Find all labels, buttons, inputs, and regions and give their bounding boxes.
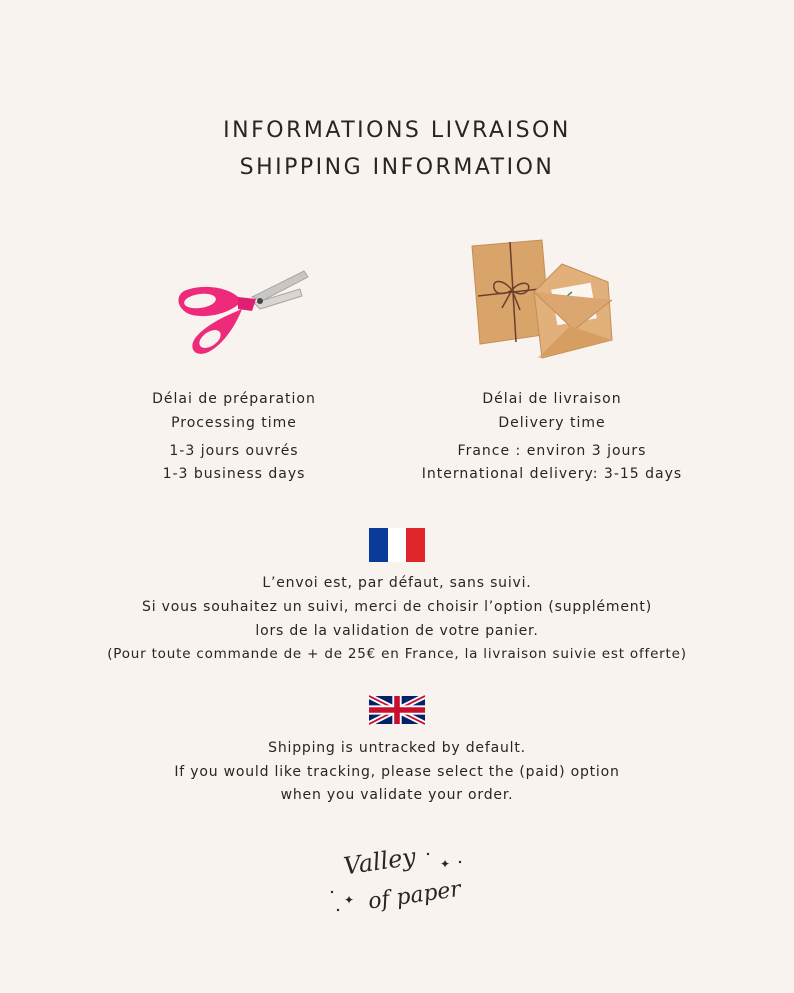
page-title-fr: INFORMATIONS LIVRAISON (223, 118, 571, 143)
processing-value-fr: 1-3 jours ouvrés (169, 443, 299, 459)
scissors-icon (172, 265, 312, 365)
svg-text:Valley: Valley (341, 842, 418, 881)
brand-logo (322, 842, 472, 917)
delivery-value-fr: France : environ 3 jours (457, 443, 647, 459)
fr-line-1: L’envoi est, par défaut, sans suivi. (262, 575, 532, 591)
fr-line-3: lors de la validation de votre panier. (255, 623, 539, 639)
svg-text:✦: ✦ (440, 857, 451, 871)
uk-flag-icon (369, 695, 425, 725)
svg-text:of paper: of paper (366, 876, 463, 915)
fr-line-4: (Pour toute commande de + de 25€ en France, la livraison suivie est offerte) (107, 646, 687, 662)
en-line-1: Shipping is untracked by default. (268, 740, 526, 756)
processing-label-fr: Délai de préparation (152, 391, 316, 407)
fr-line-2: Si vous souhaitez un suivi, merci de choisir l’option (supplément) (142, 599, 652, 615)
processing-value-en: 1-3 business days (162, 466, 306, 482)
svg-text:✦: ✦ (344, 893, 355, 907)
delivery-label-fr: Délai de livraison (482, 391, 622, 407)
processing-label-en: Processing time (171, 415, 297, 431)
page-title-en: SHIPPING INFORMATION (239, 155, 555, 180)
delivery-label-en: Delivery time (498, 415, 606, 431)
parcel-envelope-icon (462, 238, 622, 363)
france-flag-icon (369, 528, 425, 562)
delivery-value-en: International delivery: 3-15 days (421, 466, 683, 482)
en-line-3: when you validate your order. (280, 787, 514, 803)
en-line-2: If you would like tracking, please select the (paid) option (174, 764, 620, 780)
